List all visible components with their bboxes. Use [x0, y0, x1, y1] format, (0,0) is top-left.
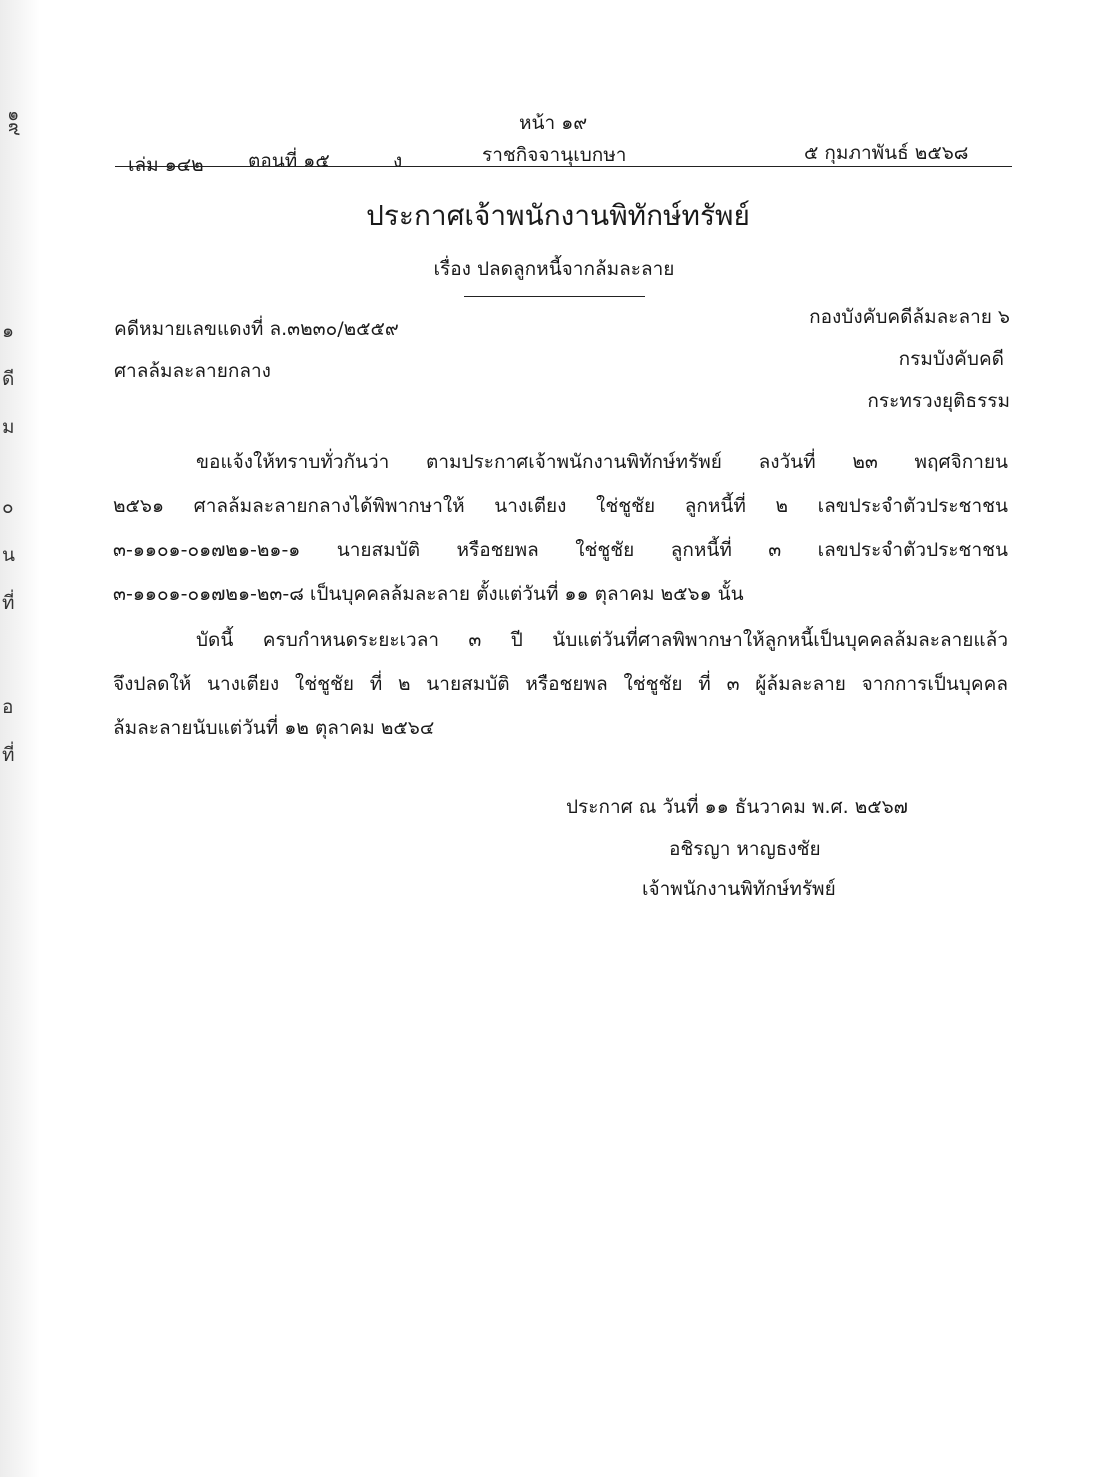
signatory-name: อชิรญา หาญธงชัย: [669, 838, 821, 860]
page-number: หน้า ๑๙: [519, 112, 588, 134]
paragraph-line: ๒๕๖๑ ศาลล้มละลายกลางได้พิพากษาให้ นางเตียง ใช่ชูชัย ลูกหนี้ที่ ๒ เลขประจำตัวประชาชน: [113, 495, 1008, 517]
court-name: ศาลล้มละลายกลาง: [114, 360, 271, 382]
publication-name: ราชกิจจานุเบกษา: [482, 144, 627, 166]
margin-glyph: ที่: [2, 744, 15, 766]
margin-glyph: อ: [2, 696, 14, 718]
document-subject: เรื่อง ปลดลูกหนี้จากล้มละลาย: [433, 258, 675, 280]
margin-glyph: ๑๙: [3, 110, 26, 136]
issue-number: ตอนที่ ๑๕: [248, 150, 330, 172]
margin-glyph: ที่: [2, 592, 15, 614]
paragraph-discharge: [113, 618, 1008, 750]
paragraph-line: ขอแจ้งให้ทราบทั่วกันว่า ตามประกาศเจ้าพนักงานพิทักษ์ทรัพย์ ลงวันที่ ๒๓ พฤศจิกายน: [196, 451, 1008, 473]
margin-glyph: ๑: [2, 320, 15, 342]
publication-date: ๕ กุมภาพันธ์ ๒๕๖๘: [804, 142, 969, 164]
section-letter: ง: [393, 150, 403, 172]
document-title: ประกาศเจ้าพนักงานพิทักษ์ทรัพย์: [366, 199, 750, 232]
margin-glyph: ดี: [2, 368, 15, 390]
office-division: กองบังคับคดีล้มละลาย ๖: [809, 306, 1010, 328]
paragraph-line: ๓-๑๑๐๑-๐๑๗๒๑-๒๑-๑ นายสมบัติ หรือชยพล ใช่ชูชัย ลูกหนี้ที่ ๓ เลขประจำตัวประชาชน: [113, 539, 1008, 561]
office-ministry: กระทรวงยุติธรรม: [867, 390, 1010, 412]
title-underline: [464, 296, 645, 297]
paragraph-line: บัดนี้ ครบกำหนดระยะเวลา ๓ ปี นับแต่วันที่ศาลพิพากษาให้ลูกหนี้เป็นบุคคลล้มละลายแล้ว: [196, 629, 1008, 651]
signatory-title: เจ้าพนักงานพิทักษ์ทรัพย์: [642, 878, 836, 900]
volume-number: เล่ม ๑๔๒: [128, 154, 204, 176]
paragraph-line: ๓-๑๑๐๑-๐๑๗๒๑-๒๓-๘ เป็นบุคคลล้มละลาย ตั้งแต่วันที่ ๑๑ ตุลาคม ๒๕๖๑ นั้น: [113, 583, 744, 605]
paragraph-notice: [113, 440, 1008, 616]
header-rule: [115, 166, 1012, 167]
announcement-date: ประกาศ ณ วันที่ ๑๑ ธันวาคม พ.ศ. ๒๕๖๗: [566, 796, 908, 818]
case-number: คดีหมายเลขแดงที่ ล.๓๒๓๐/๒๕๕๙: [114, 318, 399, 340]
margin-glyph: น: [2, 544, 15, 566]
paragraph-line: ล้มละลายนับแต่วันที่ ๑๒ ตุลาคม ๒๕๖๔: [113, 717, 435, 739]
margin-glyph: ๐: [2, 496, 14, 518]
margin-glyph: ม: [2, 416, 15, 438]
paragraph-line: จึงปลดให้ นางเตียง ใช่ชูชัย ที่ ๒ นายสมบัติ หรือชยพล ใช่ชูชัย ที่ ๓ ผู้ล้มละลาย จากการเป็นบุคคล: [113, 673, 1008, 695]
office-department: กรมบังคับคดี: [898, 348, 1004, 370]
